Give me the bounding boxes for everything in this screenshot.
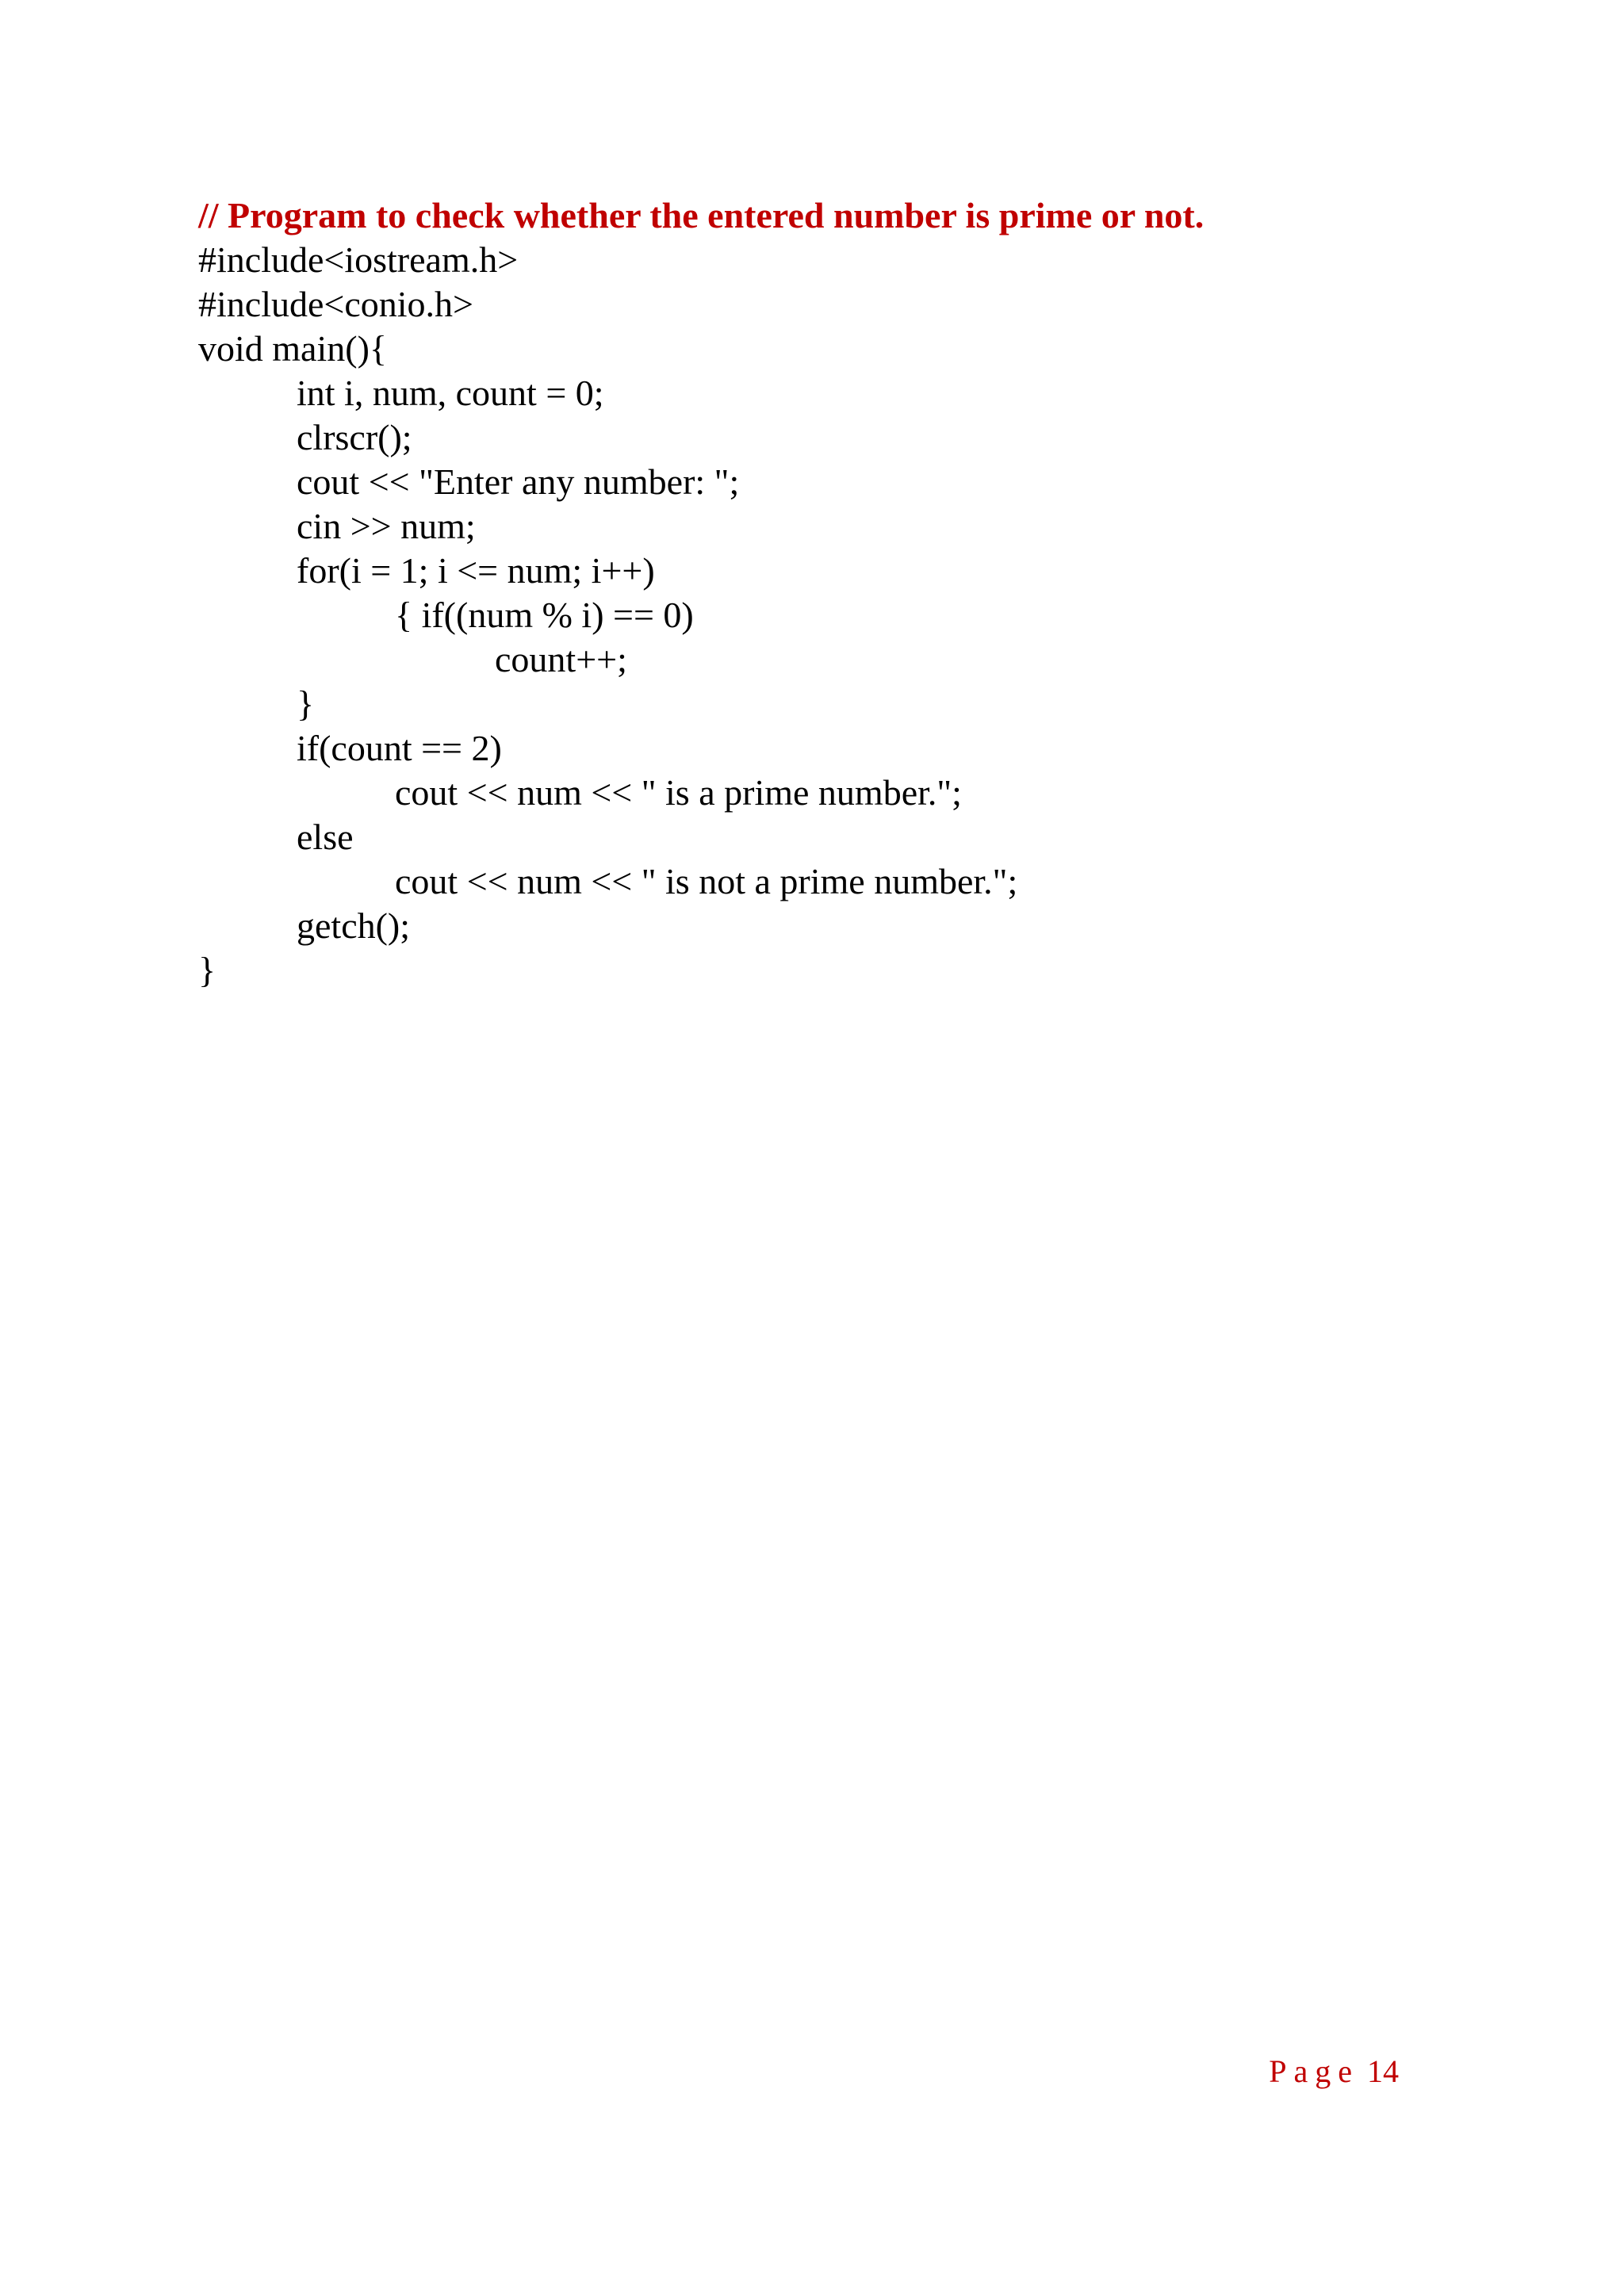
- code-line: else: [297, 817, 354, 857]
- code-line: int i, num, count = 0;: [297, 373, 604, 413]
- code-line: }: [198, 950, 216, 990]
- code-line: cout << num << " is a prime number.";: [395, 772, 962, 813]
- code-line: if(count == 2): [297, 728, 502, 768]
- code-line: { if((num % i) == 0): [395, 595, 694, 635]
- page-footer: [1269, 2052, 1399, 2091]
- code-line: }: [297, 683, 315, 724]
- code-line: for(i = 1; i <= num; i++): [297, 550, 655, 591]
- code-listing: [198, 193, 1435, 993]
- code-line: cout << "Enter any number: ";: [297, 461, 740, 502]
- code-line: void main(){: [198, 328, 387, 369]
- page-label: Page: [1269, 2053, 1359, 2089]
- code-line: #include<iostream.h>: [198, 239, 519, 280]
- code-line: clrscr();: [297, 417, 412, 457]
- code-line: getch();: [297, 905, 411, 946]
- code-line: count++;: [495, 639, 627, 679]
- code-line: #include<conio.h>: [198, 284, 473, 324]
- code-line: cin >> num;: [297, 506, 476, 546]
- code-comment: // Program to check whether the entered number is prime or not.: [198, 195, 1205, 235]
- page-number: 14: [1367, 2053, 1399, 2089]
- code-line: cout << num << " is not a prime number.";: [395, 861, 1018, 901]
